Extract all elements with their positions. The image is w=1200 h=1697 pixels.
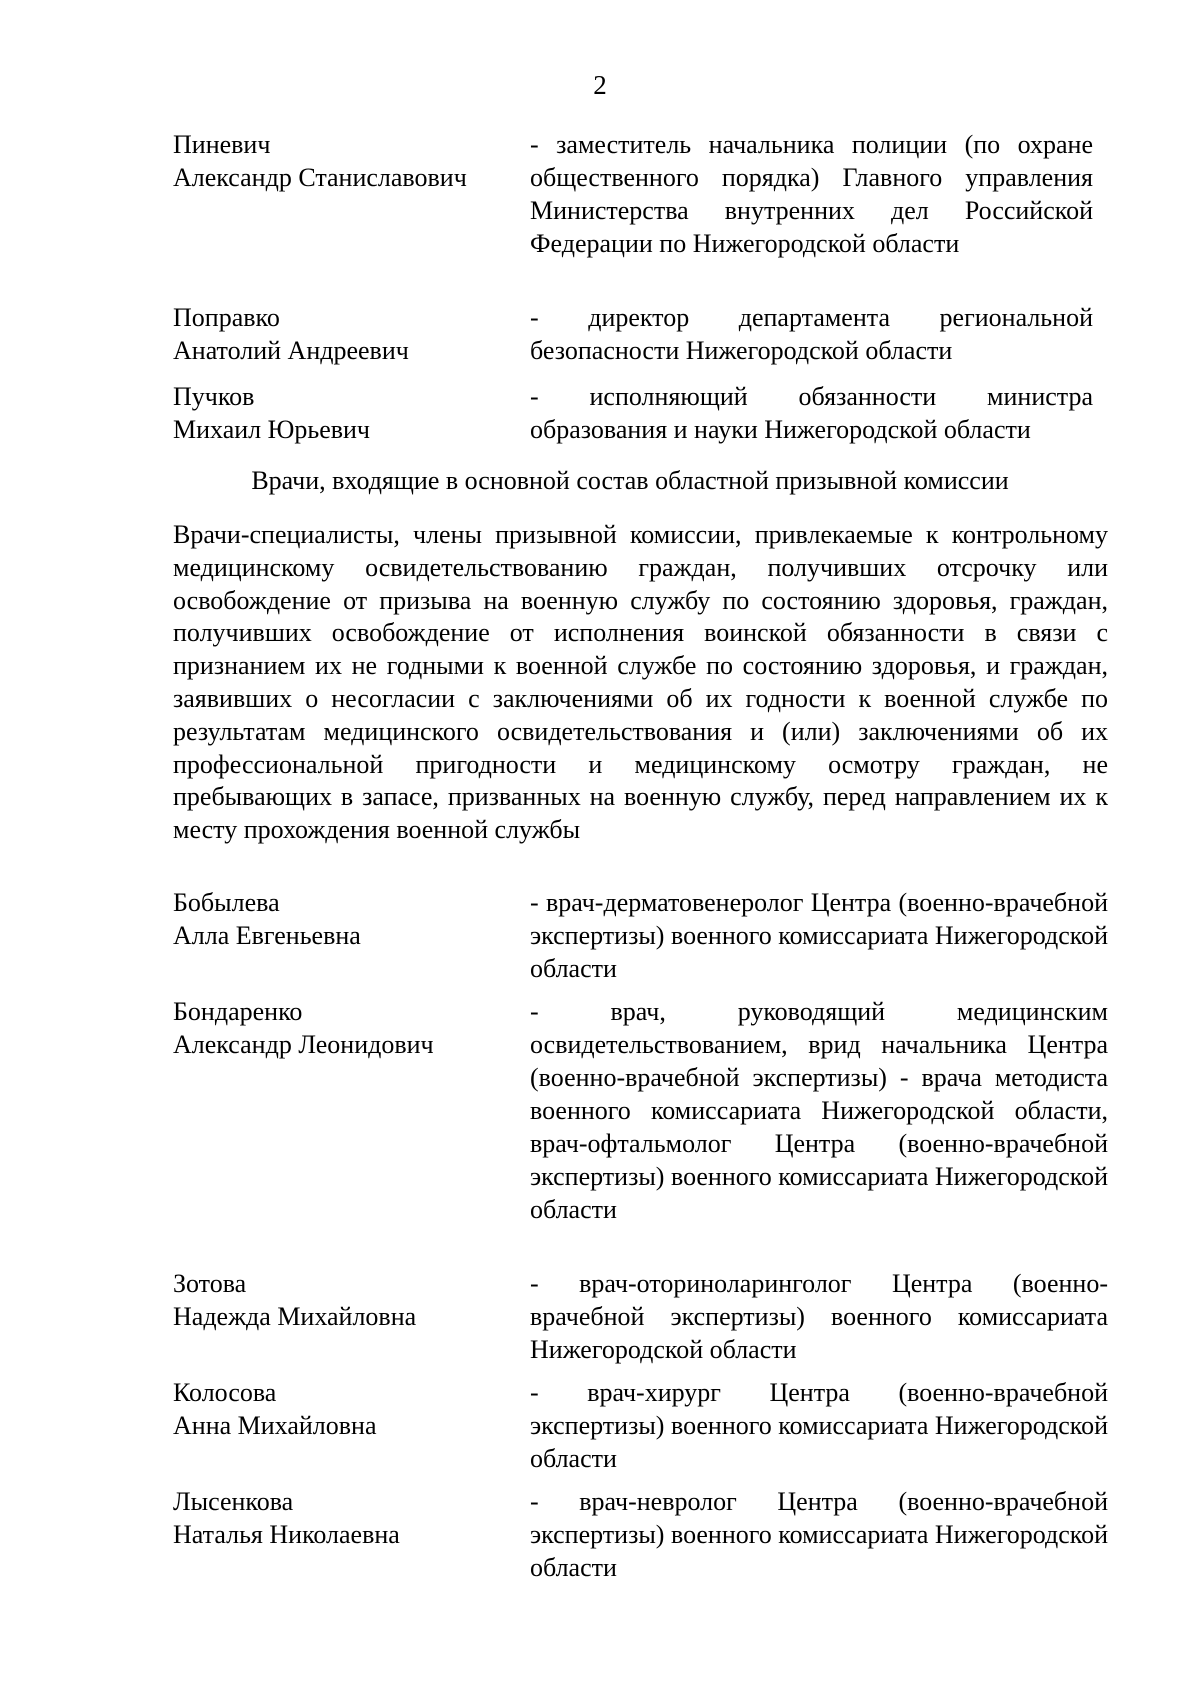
- doctor-surname: Лысенкова: [173, 1487, 294, 1516]
- doctor-given-names: Анна Михайловна: [173, 1411, 377, 1440]
- member-position: - директор департамента региональной безопасности Нижегородской области: [530, 303, 1093, 365]
- doctor-surname: Бондаренко: [173, 997, 303, 1026]
- member-position: - исполняющий обязанности министра образования и науки Нижегородской области: [530, 382, 1093, 444]
- doctor-given-names: Алла Евгеньевна: [173, 921, 361, 950]
- doctor-position: - врач, руководящий медицинским освидетельствованием, врид начальника Центра (военно-врачебной экспертизы) - врача методиста военного комиссариата Нижегородской области, врач-офтальмолог Центра (военно-врачебной экспертизы) военного комиссариата Нижегородской области: [530, 997, 1109, 1224]
- doctor-name: [173, 995, 513, 1061]
- page-number: 2: [593, 70, 607, 100]
- doctor-name: [173, 1376, 513, 1442]
- member-given-names: Александр Станиславович: [173, 163, 467, 192]
- doctor-given-names: Наталья Николаевна: [173, 1520, 400, 1549]
- doctor-position: - врач-хирург Центра (военно-врачебной экспертизы) военного комиссариата Нижегородской области: [530, 1378, 1109, 1473]
- doctor-surname: Бобылева: [173, 888, 280, 917]
- doctors-description-paragraph: Врачи-специалисты, члены призывной комиссии, привлекаемые к контрольному медицинскому освидетельствованию граждан, получивших отсрочку или освобождение от призыва на военную службу по состоянию здоровья, граждан, получивших освобождение от исполнения воинской обязанности в связи с признанием их не годными к военной службе по состоянию здоровья, и граждан, заявивших о несогласии с заключениями об их годности к военной службе по результатам медицинского освидетельствования и (или) заключениями об их профессиональной пригодности и медицинскому осмотру граждан, не пребывающих в запасе, призванных на военную службу, перед направлением их к месту прохождения военной службы: [173, 520, 1108, 845]
- doctor-surname: Колосова: [173, 1378, 277, 1407]
- member-position: - заместитель начальника полиции (по охране общественного порядка) Главного управления Министерства внутренних дел Российской Федерации по Нижегородской области: [530, 130, 1093, 258]
- doctor-name: [173, 1267, 513, 1333]
- doctor-given-names: Александр Леонидович: [173, 1030, 434, 1059]
- doctor-name: [173, 886, 513, 952]
- member-given-names: Анатолий Андреевич: [173, 336, 409, 365]
- doctor-position: - врач-оториноларинголог Центра (военно-врачебной экспертизы) военного комиссариата Нижегородской области: [530, 1269, 1108, 1364]
- doctor-given-names: Надежда Михайловна: [173, 1302, 417, 1331]
- doctor-position: - врач-невролог Центра (военно-врачебной экспертизы) военного комиссариата Нижегородской области: [530, 1487, 1109, 1582]
- doctor-name: [173, 1485, 513, 1551]
- member-surname: Пучков: [173, 382, 255, 411]
- doctors-section-heading: Врачи, входящие в основной состав областной призывной комиссии: [251, 466, 1009, 495]
- member-name: [173, 128, 513, 194]
- member-name: [173, 380, 513, 446]
- doctor-position: - врач-дерматовенеролог Центра (военно-врачебной экспертизы) военного комиссариата Нижегородской области: [530, 888, 1109, 983]
- member-given-names: Михаил Юрьевич: [173, 415, 371, 444]
- member-name: [173, 301, 513, 367]
- doctor-surname: Зотова: [173, 1269, 247, 1298]
- member-surname: Пиневич: [173, 130, 271, 159]
- member-surname: Поправко: [173, 303, 280, 332]
